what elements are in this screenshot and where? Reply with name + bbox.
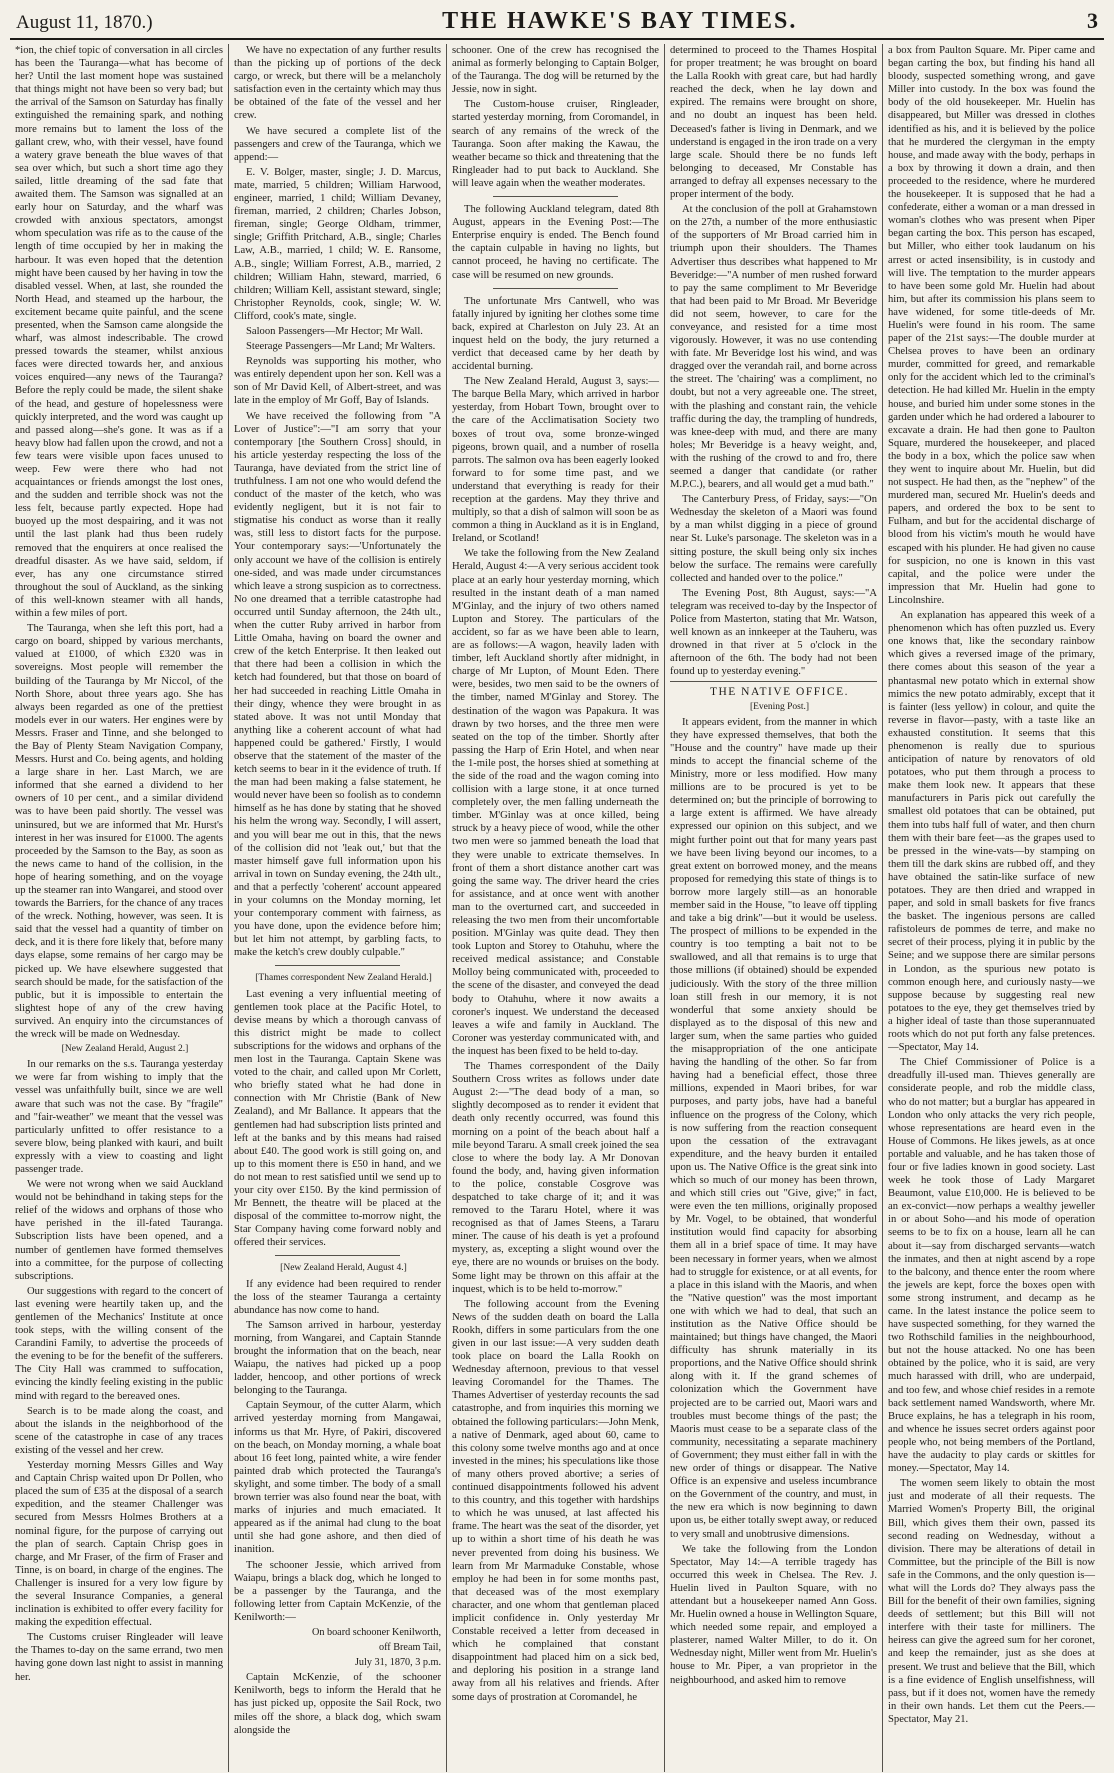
paragraph: Our suggestions with regard to the concert of last evening were heartily taken up, and the gentlemen of the Mechanics' Institute at once took steps, with the willing consent of the Carandini Family, to advertise the proceeds of the evening to be for the benefit of the sufferers. The City Hall was crammed to suffocation, evincing the kindly feeling existing in the public mind with regard to the bereaved ones. <box>15 1285 223 1402</box>
paragraph: We have received the following from "A Lover of Justice":—"I am sorry that your contemporary [the Southern Cross] should, in his article yesterday respecting the loss of the Tauranga, have deviated from the strict line of truthfulness. I am not one who would defend the conduct of the master of the ketch, who was evidently negligent, but it is not fair to stigmatise his conduct as worse than it really was, still less to distort facts for the purpose. Your contemporary says:—'Unfortunately the only account we have of the collision is entirely one-sided, and was made under circumstances which leave a strong suspicion as to correctness. No one dreamed that a terrible catastrophe had occurred until Sunday afternoon, the 24th ult., when the cutter Ruby arrived in harbor from Little Omaha, having on board the owner and crew of the ketch Enterprise. It then leaked out that there had been a collision in which the ketch had foundered, but that those on board of her had succeeded in reaching Little Omaha in their dingy, whence they were brought in as stated above. It was not until Monday that anything like a coherent account of what had happened could be gathered.' Firstly, I would observe that the statement of the master of the ketch seems to bear in it the evidence of truth. If the man had been making a false statement, he would never have been so foolish as to condemn himself as he has done by stating that he shoved his helm the wrong way. Secondly, I will assert, and you will bear me out in this, that the news of the collision did not 'leak out,' but that the master himself gave full information upon his arrival in town on Sunday evening, the 24th ult., and that a perfectly 'coherent' account appeared in your columns on the Monday morning, let your contemporary comment with fairness, as you have done, upon the evidence before him; but let him not attempt, by garbling facts, to make the ketch's crew doubly culpable." <box>234 410 441 959</box>
page-number: 3 <box>1087 8 1098 33</box>
divider <box>493 196 617 197</box>
source-heading: [New Zealand Herald, August 2.] <box>61 1044 189 1055</box>
masthead <box>10 6 1104 40</box>
paragraph: Yesterday morning Messrs Gilles and Way and Captain Chrisp waited upon Dr Pollen, who placed the sum of £35 at the disposal of a search expedition, and the steamer Challenger was secured from Messrs Holmes Brothers at a nominal figure, for the purpose of carrying out the plan of search. Captain Chrisp goes in charge, and Mr Fraser, of the firm of Fraser and Tinne, is on board, in charge of the engines. The Challenger is insured for a very low figure by the several Insurance Companies, a general inclination is exhibited to offer every facility for making the expedition effectual. <box>15 1460 223 1629</box>
paragraph: The Evening Post, 8th August, says:—"A telegram was received to-day by the Inspector of Police from Masterton, stating that Mr. Watson, well known as an innkeeper at the Tauheru, was drowned in that river at 5 o'clock in the afternoon of the 6th. The body had not been found up to yesterday evening." <box>670 587 877 678</box>
letter-dateline: July 31, 1870, 3 p.m. <box>354 1657 441 1669</box>
paragraph: The following account from the Evening News of the sudden death on board the Lalla Rookh, differs in some particulars from the one given in our last issue:—A very sudden death took place on board the Lalla Rookh on Wednesday afternoon, previous to that vessel leaving Coromandel for the Thames. The Thames Advertiser of yesterday recounts the sad catastrophe, and from inquiries this morning we obtained the following particulars:—John Menk, a native of Denmark, aged about 60, came to this colony some twelve months ago and at once invested in the mines; his speculations like those of many others proved abortive; a series of continued disappointments followed his advent to this country, and this together with hardships to which he was unused, at last affected his frame. The heart was the seat of the disorder, yet up to within a short time of his death he was never prevented from doing his business. We learn from Mr Marmaduke Constable, whose employ he had been in for some months past, that deceased was of the most exemplary character, and one whom that gentleman placed implicit confidence in. Only yesterday Mr Constable received a letter from deceased in which he complained that constant disappointment had placed him on a sick bed, and deploring his position in a strange land away from all his relatives and friends. After some days of prostration at Coromandel, he <box>452 1298 659 1703</box>
paragraph: The Chief Commissioner of Police is a dreadfully ill-used man. Thieves generally are considerate people, and rob the middle class, who do not matter; but a burglar has appeared in London who only attacks the very rich people, whose representations are heard even in the House of Commons. He likes jewels, as at once portable and valuable, and he has taken those of four or five ladies known in good society. Last week he took those of Lady Margaret Beaumont, value £10,000. He is believed to be an ex-convict—now perhaps a wealthy jeweller in or about Soho—and his mode of operation seems to be to fix on a house, learn all he can about it—say from discharged servants—watch the inmates, and then at night ascend by a rope to the balcony, and thence enter the room where the jewels are kept, force the boxes open with some strong instrument, and decamp as he came. In the latest instance the police seem to have suspected something, for they warned the two Rothschild families in the neighbourhood, but not the house attacked. No one has been obtained by the police, who it is said, are very much harassed with drill, who are underpaid, and too few, and whose chief resides in a remote back settlement named Wandsworth, where Mr. Bruce explains, he has a telegraph in his room, and whence he issues secret orders against poor people who, not being members of the Portland, have the audacity to play cards or skittles for money.—Spectator, May 14. <box>888 1057 1095 1475</box>
paragraph: The Samson arrived in harbour, yesterday morning, from Wangarei, and Captain Stannde brought the information that on the beach, near Waiapu, the natives had picked up a poop ladder, hencoop, and other portions of wreck belonging to the Tauranga. <box>234 1319 441 1397</box>
divider <box>275 1255 399 1256</box>
paragraph: schooner. One of the crew has recognised the animal as formerly belonging to Captain Bolger, of the Tauranga. The dog will be returned by the Jessie, now in sight. <box>452 45 659 96</box>
section-source: [Evening Post.] <box>749 701 810 712</box>
paragraph: Saloon Passengers—Mr Hector; Mr Wall. <box>246 325 423 337</box>
letter-dateline: off Bream Tail, <box>379 1642 441 1654</box>
divider <box>275 965 399 966</box>
paragraph: The Tauranga, when she left this port, had a cargo on board, shipped by various merchants, valued at £1000, of which £320 was in sovereigns. Most people will remember the building of the Tauranga by Mr Niccol, of the North Shore, about three years ago. She has always been regarded as one of the prettiest models ever in our waters. Her engines were by Messrs. Fraser and Tinne, and she belonged to the Bay of Plenty Steam Navigation Company, Messrs. Hurst and Co. being agents, and holding a large share in her. Last March, we are informed that she earned a dividend to her owners of 10 per cent., and a similar dividend was to have been paid shortly. The vessel was uninsured, but we are informed that Mr. Hurst's interest in her was insured for £1000. The agents proceeded by the Samson to the Bay, as soon as the news came to hand of the collision, in the hope of hearing something, and on the voyage up the steamer ran into Wangarei, and stood over towards the Barriers, for the chance of any traces of the wreck. Nothing, however, was seen. It is said that the vessel had a quantity of timber on deck, and it is there fore likely that, before many days elapse, some remains of her cargo may be picked up. We have elsewhere suggested that search should be made, for the satisfaction of the public, but it is impossible to entertain the slightest hope of any of the crew having survived. An enquiry into the circumstances of the wreck will be made on Wednesday. <box>15 623 223 1041</box>
paragraph: We take the following from the New Zealand Herald, August 4:—A very serious accident took place at an early hour yesterday morning, which resulted in the instant death of a man named M'Ginlay, and the injury of two others named Lupton and Storey. The particulars of the accident, so far as we have been able to learn, are as follows:—A wagon, heavily laden with timber, left Auckland shortly after midnight, in charge of Mr Lupton, of Mount Eden. There were, besides, two men said to be the owners of the timber, named M'Ginlay and Storey. The destination of the wagon was Papakura. It was drawn by two horses, and the three men were seated on the top of the timber. Shortly after passing the Harp of Erin Hotel, and when near the 1-mile post, the horses shied at something at the side of the road and the wagon coming into collision with a large stone, it at once turned completely over, the men falling underneath the timber. M'Ginlay was at once killed, being struck by a heavy piece of wood, while the other two men were so jammed beneath the load that they were unable to extricate themselves. In front of them a short distance another cart was going the same way. The driver heard the cries for assistance, and at once went with another man to the overturned cart, and succeeded in releasing the two men from their uncomfortable position. M'Ginlay was quite dead. They then took Lupton and Storey to Otahuhu, where the received medical assistance; and Constable Molloy being communicated with, proceeded to the scene of the disaster, and conveyed the dead body to Otahuhu, where it now awaits a coroner's inquest. We understand the deceased leaves a wife and family in Auckland. The Coroner was yesterday communicated with, and the inquest has been fixed to be held to-day. <box>452 548 659 1057</box>
paragraph: We have no expectation of any further results than the picking up of portions of the deck cargo, or wreck, but there will be a melancholy satisfaction even in the certainty which may thus be obtained of the fate of the vessel and her crew. <box>234 45 441 122</box>
paragraph: The Thames correspondent of the Daily Southern Cross writes as follows under date August 2:—"The dead body of a man, so slightly decomposed as to render it evident that death only recently occurred, was found this morning on a point of the beach about half a mile beyond Tararu. A small creek joined the sea close to where the body lay. A Mr Donovan found the body, and, having given information to the police, constable Cosgrove was despatched to take charge of it; and it was removed to the Tararu Hotel, where it was recognised as that of James Steens, a Tararu miner. The cause of his death is yet a profound mystery, as, excepting a slight wound over the eye, there are no wounds or bruises on the body. Some light may be thrown on this affair at the inquest, which is to be held to-morrow." <box>452 1061 659 1295</box>
paragraph: Captain Seymour, of the cutter Alarm, which arrived yesterday morning from Mangawai, informs us that Mr. Hyre, of Pakiri, discovered on the beach, on Monday morning, a whale boat about 16 feet long, painted white, a wire fender painted drab which protected the Tauranga's skylight, and some timber. The body of a small brown terrier was also found near the boat, with marks of injuries and much emaciated. It appeared as if the animal had clung to the boat until she had gone ashore, and then died of inanition. <box>234 1400 441 1556</box>
crew-list: E. V. Bolger, master, single; J. D. Marcus, mate, married, 5 children; William Harwood, engineer, married, 1 child; William Devaney, fireman, married, 2 children; Charles Jobson, fireman, single; George Oldham, trimmer, single; Griffith Pritchard, A.B., single; Charles Law, A.B., married, 1 child; W. E. Ransome, A.B., single; William Forrest, A.B., married, 2 children; William Hahn, steward, married, 6 children; William Kell, assistant steward, single; Christopher Reynolds, cook, single; W. W. Clifford, cook's mate, single. <box>234 166 441 322</box>
paragraph: We take the following from the London Spectator, May 14:—A terrible tragedy has occurred this week in Chelsea. The Rev. J. Huelin lived in Paulton Square, with no attendant but a housekeeper named Ann Goss. Mr. Huelin owned a house in Wellington Square, which needed some repair, and employed a plasterer, named Walter Miller, to do it. On Wednesday night, Miller went from Mr. Huelin's house to Mr. Piper, a van proprietor in the neighbourhood, and asked him to remove <box>670 1543 877 1686</box>
column-3 <box>446 44 664 1772</box>
paragraph: The New Zealand Herald, August 3, says:—The barque Bella Mary, which arrived in harbor yesterday, from Hobart Town, brought over to the care of the Acclimatisation Society two boxes of trout ova, some bronze-winged pigeons, brown quail, and a number of rosella parrots. The salmon ova has been eagerly looked forward to for some time past, and we understand that everything is ready for their reception at the gardens. May they thrive and multiply, so that a dish of salmon will soon be as common a thing in Auckland as it is in England, Ireland, or Scotland! <box>452 376 659 545</box>
paragraph: We have secured a complete list of the passengers and crew of the Tauranga, which we append:— <box>234 125 441 163</box>
paragraph: An explanation has appeared this week of a phenomenon which has often puzzled us. Every one knows that, like the secondary rainbow which gives a reversed image of the primary, there comes about this season of the year a phantasmal new potato which in external show mimics the new potato admirably, except that it is fainter (less yellow) in colour, and quite the reverse in flavor—pasty, with a taste like an exhausted constitution. It seems that this phenomenon is really due to spurious anticipation of nature by renovators of old potatoes, who put them through a process to make them look new. It appears that these manufacturers in Paris pick out carefully the smallest old potatoes that can be obtained, put them into tubs half full of water, and then churn them with their bare feet—as the grapes used to be pressed in the wine-vats—by stamping on them till the dark skins are rubbed off, and they have obtained the satin-like surface of new potatoes. They are then dried and wrapped in paper, and sold in small baskets for five francs the basket. The ingenious persons are called rafistoleurs de pommes de terre, and make no secret of their process, plying it in public by the Seine; and we suppose there are similar persons in London, as the spurious new potato is common enough here, and curiously nasty—we suppose because by suggesting real new potatoes to the eye, they get themselves tried by a higher ideal of taste than those superannuated roots which do not put forth any false pretences.—Spectator, May 14. <box>888 610 1095 1054</box>
issue-date: August 11, 1870.) <box>16 12 153 33</box>
paragraph: The Customs cruiser Ringleader will leave the Thames to-day on the same errand, two men having gone down last night to assist in manning her. <box>15 1632 223 1683</box>
column-5 <box>882 44 1100 1772</box>
source-heading: [Thames correspondent New Zealand Herald.] <box>255 973 432 984</box>
columns <box>10 44 1104 1772</box>
paragraph: Steerage Passengers—Mr Land; Mr Walters. <box>246 341 436 353</box>
newspaper-title: THE HAWKE'S BAY TIMES. <box>442 8 798 34</box>
paragraph: At the conclusion of the poll at Grahamstown on the 27th, a number of the more enthusiastic of the supporters of Mr Broad carried him in triumph upon their shoulders. The Thames Advertiser thus describes what happened to Mr Beveridge:—"A number of men rushed forward to pay the same compliment to Mr Beveridge that had been paid to Mr Broad. Mr Beveridge did not seem, however, to care for the conveyance, and resisted for a time most vigorously. However, it was no use contending with fate. Mr Beveridge lost his wind, and was dragged over the verandah rail, and borne across the street. The 'chairing' was a compliment, no doubt, but not a very agreeable one. The street, with the plashing and constant rain, the vehicle traffic during the day, the trampling of hundreds, was knee-deep with mud, and there are many holes; Mr Beveridge is a heavy weight, and, with the rushing of the crowd to and fro, there seemed a danger that candidate (or rather M.P.C.), bearers, and all would get a mud bath." <box>670 204 877 491</box>
source-heading: [New Zealand Herald, August 4.] <box>280 1263 407 1274</box>
section-title: THE NATIVE OFFICE. <box>670 681 877 699</box>
paragraph: *ion, the chief topic of conversation in all circles has been the Tauranga—what has become of her? Until the last moment hope was sustained that things might not have been so very bad; but the arrival of the Samson on Saturday has finally extinguished the remaining spark, and nothing more remains but to lament the loss of the gallant crew, who, with their vessel, have found a watery grave beneath the blue waves of that sea over which, but such a short time ago they sailed, little dreaming of the sad fate that awaited them. The Samson was signalled at an early hour on Saturday, and the wharf was crowded with anxious spectators, amongst whom speculation was rife as to the cause of the length of time occupied by her in making the harbour. It was even hoped that the detention might have been caused by her having in tow the disabled vessel. When, at last, she rounded the North Head, and steamed up the harbour, the excitement became quite painful, and the scene presented, when the Samson came alongside the wharf, was almost indescribable. The crowd pressed towards the steamer, whilst anxious faces were directed towards her, and anxious voices enquired—any news of the Tauranga? Before the reply could be made, the silent shake of the head, and gesture of hopelessness were quickly interpreted, and the word was caught up and passed along—she's gone. It was as if a heavy blow had fallen upon the crowd, and not a few tears were visible upon faces unused to weep. Few were there who had not acquaintances or friends amongst the lost ones, and the sudden and terrible shock was not the less felt, because partly expected. Hope had buoyed up the most despairing, and it was not until the last plank had thus been rudely removed that the enquirers at once realised the dreadful disaster. As we have said, seldom, if ever, has any one circumstance stirred throughout the soul of Auckland, as the sinking of this well-known steamer with all hands, within a few miles of port. <box>15 45 223 620</box>
divider <box>493 288 617 289</box>
paragraph: The Custom-house cruiser, Ringleader, started yesterday morning, from Coromandel, in search of any remains of the wreck of the Tauranga. Soon after making the Kawau, the weather became so thick and threatening that the Ringleader had to put back to Auckland. She will leave again when the weather moderates. <box>452 99 659 189</box>
paragraph: The schooner Jessie, which arrived from Waiapu, brings a black dog, which he longed to be a passenger by the Tauranga, and the following letter from Captain McKenzie, of the Kenilworth:— <box>234 1559 441 1623</box>
paragraph: a box from Paulton Square. Mr. Piper came and began carting the box, but finding his hand all bloody, suspected something wrong, and gave Miller into custody. In the box was found the body of the old housekeeper. Mr. Huelin has disappeared, but Miller was dressed in clothes identified as his, and it is believed by the police that he murdered the clergyman in the empty house, and made away with the body, perhaps in a box by throwing it down a drain, and then proceeded to the residence, where he murdered the housekeeper. It is supposed that he had a confederate, either a woman or a man dressed in woman's clothes who was present when Piper began carting the box. This person has escaped, but Miller, who either took laudanum on his arrest or acted insensibility, is in custody and will live. The temptation to the murder appears to have been some gold Mr. Huelin had about him, but after its commission his plans seem to have widened, for some title-deeds of Mr. Huelin's were found in his room. The same paper of the 21st says:—The double murder at Chelsea proves to have been an ordinary murder, committed for greed, and remarkable only for the accident which led to the criminal's detection. He had killed Mr. Huelin in the empty house, and buried him under some stones in the garden under which he had ordered a labourer to excavate a drain. He had then gone to Paulton Square, murdered the housekeeper, and placed the body in a box, which the police saw when they went to inquire about Mr. Huelin, but did not suspect. He had then, as the "nephew" of the murdered man, secured Mr. Huelin's deeds and papers, and ordered the box to be sent to Fulham, and but for the accidental discharge of blood from his victim's mouth he would have escaped with his plunder. He had given no cause for suspicion, no one is known in this vast capital, and the police were under the impression that Mr. Huelin had gone to Lincolnshire. <box>888 45 1095 606</box>
paragraph: We were not wrong when we said Auckland would not be behindhand in taking steps for the relief of the widows and orphans of those who have perished in the ill-fated Tauranga. Subscription lists have been opened, and a number of gentlemen have formed themselves into a committee, for the purpose of collecting subscriptions. <box>15 1179 223 1282</box>
column-1 <box>10 44 228 1772</box>
paragraph: If any evidence had been required to render the loss of the steamer Tauranga a certainty abundance has now come to hand. <box>234 1278 441 1316</box>
paragraph: Reynolds was supporting his mother, who was entirely dependent upon her son. Kell was a son of Mr David Kell, of Albert-street, and was late in the employ of Mr Goff, Bay of Islands. <box>234 356 441 407</box>
column-2 <box>228 44 446 1772</box>
letter-dateline: On board schooner Kenilworth, <box>311 1626 441 1638</box>
paragraph: The women seem likely to obtain the most just and moderate of all their requests. The Married Women's Property Bill, the original Bill, which gives them their own, passed its second reading on Wednesday, without a division. There may be alterations of detail in Committee, but the principle of the Bill is now safe in the Commons, and the only question is—what will the Lords do? They always pass the Bill for the benefit of their own families, signing deeds of settlement; but this Bill will not interfere with their taste for milliners. The heiress can give the agreed sum for her coronet, and keep the remainder, just as she does at present. We trust and believe that the Bill, which is a fine evidence of English unselfishness, will pass, but if it does not, women have the remedy in their own hands. Let them cut the Peers.—Spectator, May 21. <box>888 1478 1095 1725</box>
paragraph: Last evening a very influential meeting of gentlemen took place at the Pacific Hotel, to devise means by which a thorough canvass of this district might be made to collect subscriptions for the widows and orphans of the men lost in the Tauranga. Captain Skene was voted to the chair, and called upon Mr Corlett, who briefly stated what he had done in connection with Mr Christie (Bank of New Zealand), and Mr Ballance. It appears that the gentlemen had had subscription lists printed and left at the banks and by this means had raised about £40. The good work is still going on, and up to this moment there is £50 in hand, and we do not mean to rest satisfied until we send up to your city over £150. By the kind permission of Mr Bennett, the theatre will be placed at the disposal of the committee to-morrow night, the Star Company having come forward nobly and offered their services. <box>234 988 441 1249</box>
paragraph: determined to proceed to the Thames Hospital for proper treatment; he was brought on board the Lalla Rookh with great care, but had hardly reached the deck, when he lay down and expired. The remains were brought on shore, and no doubt an inquest has been held. Deceased's father is living in Denmark, and we understand is engaged in the iron trade on a very large scale. Should there be no funds left belonging to deceased, Mr Constable has arranged to defray all expenses necessary to the proper interment of the body. <box>670 45 877 201</box>
paragraph: Captain McKenzie, of the schooner Kenilworth, begs to inform the Herald that he has just picked up, opposite the Sail Rock, two miles off the shore, a black dog, which swam alongside the <box>234 1672 441 1736</box>
paragraph: The Canterbury Press, of Friday, says:—"On Wednesday the skeleton of a Maori was found by a man whilst digging in a piece of ground near St. Luke's parsonage. The skeleton was in a sitting posture, the skull being only six inches below the surface. The remains were carefully collected and handed over to the police." <box>670 494 877 584</box>
paragraph: In our remarks on the s.s. Tauranga yesterday we were far from wishing to imply that the vessel was unfaithfully built, since we are well aware that such was not the case. By "fragile" and "fair-weather" we meant that the vessel was particularly unfitted to offer resistance to a severe blow, being planked with kauri, and built expressly with a view to coasting and light passenger trade. <box>15 1059 223 1175</box>
paragraph: Search is to be made along the coast, and about the islands in the neighborhood of the scene of the catastrophe in case of any traces existing of the vessel and her crew. <box>15 1405 223 1456</box>
column-4 <box>664 44 882 1772</box>
paragraph: The unfortunate Mrs Cantwell, who was fatally injured by igniting her clothes some time back, expired at Charleston on July 23. At an inquest held on the body, the jury returned a verdict that deceased came by her death by accidental burning. <box>452 295 659 373</box>
paragraph: The following Auckland telegram, dated 8th August, appears in the Evening Post:—The Enterprise enquiry is ended. The Bench found the captain culpable in having no lights, but cannot proceed, he having no certificate. The case will be resumed on new grounds. <box>452 204 659 281</box>
paragraph: It appears evident, from the manner in which they have expressed themselves, that both the "House and the country" have made up their minds to accept the financial scheme of the Ministry, more or less modified. How many millions are to be procured is yet to be determined on; but the principle of borrowing to a large extent is affirmed. We have already expressed our opinion on this subject, and we might further point out that for many years past we have been living beyond our incomes, to a great extent on borrowed money, and the means proposed for remedying this state of things is to borrow more largely still—as an honorable member said in the House, "to leave off tippling and take a big drink"—but it would be useless. The prospect of millions to be expended in the country is too tempting a bait not to be swallowed, and all that remains is to urge that those millions (if obtained) should be expended judiciously. With the story of the three million loan still fresh in our memory, it is not wonderful that some anxiety should be displayed as to the disposal of this new and larger sum, when the same parties who guided the misappropriation of the one anticipate having the handling of the other. So far from having had a beneficial effect, those three millions, expended in Maori bribes, for war purposes, and party jobs, have had a baneful influence on the progress of the Colony, which is now suffering from the reaction consequent upon the cessation of the extravagant expenditure, and the heavy burden it entailed upon us. The Native Office is the great sink into which so much of our money has been thrown, and which still cries out "Give, give;" in fact, were even the ten millions, originally proposed by Mr. Vogel, to be obtained, that wonderful institution would find capacity for absorbing them all in a brief space of time. It may have been necessary in former years, when we almost had to struggle for existence, or at all events, for a place in this island with the Maoris, and when the "Native question" was the most important one with which we had to deal, that such an institution as the Native Office should be maintained; but things have changed, the Maori difficulty has shrunk materially in its proportions, and the Native Office should shrink along with it. If the grand schemes of colonization which the Government have projected are to be carried out, Maori wars and troubles must become things of the past; the Maoris must cease to be a separate class of the community, necessitating a separate machinery of Government; they must either fall in with the new order of things or disappear. The Native Office is an expensive and useless incumbrance on the Government of the country, and must, in the new era which is now beginning to dawn upon us, be either totally swept away, or reduced to very small and unobtrusive dimensions. <box>670 716 878 1540</box>
